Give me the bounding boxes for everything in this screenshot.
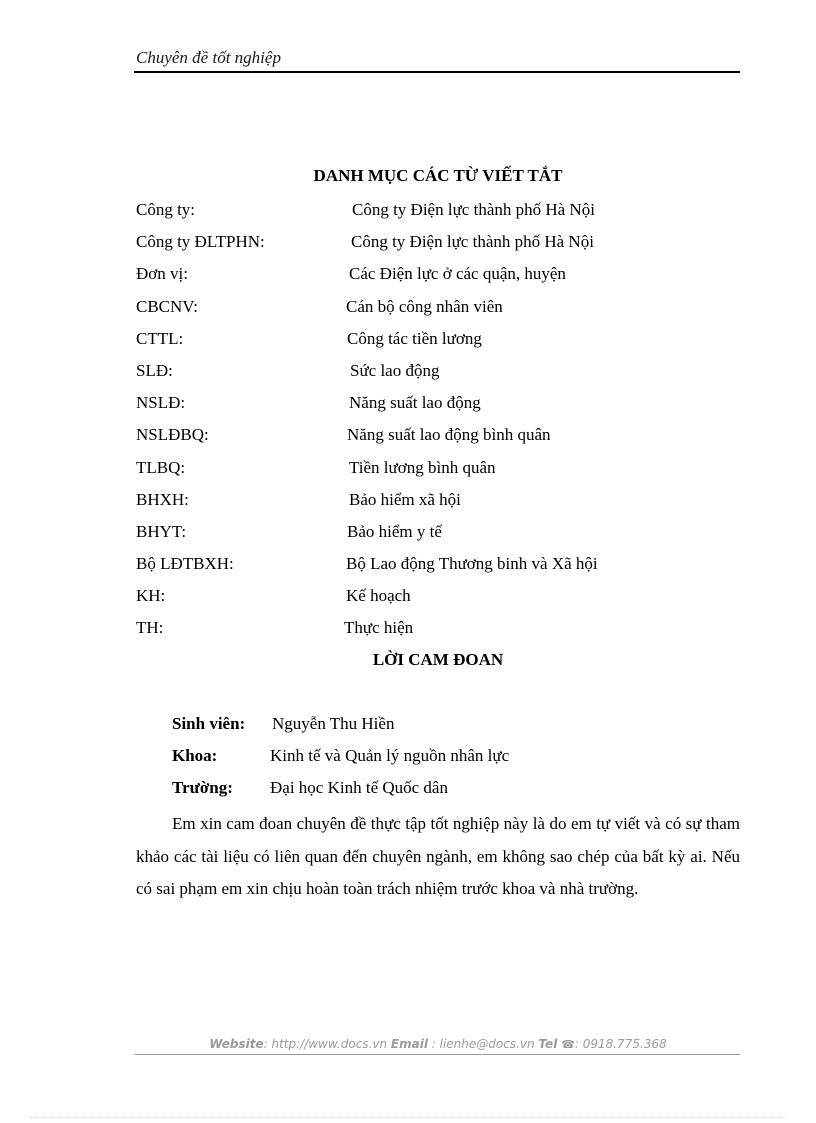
school-row: [172, 776, 740, 808]
website-label: Website: [209, 1037, 264, 1051]
abbreviation-row: [136, 488, 740, 520]
pledge-paragraph: Em xin cam đoan chuyên đề thực tập tốt nghiệp này là do em tự viết và có sự tham khảo các tài liệu có liên quan đến chuyên ngành, em không sao chép của bất kỳ ai. Nếu có sai phạm em xin chịu hoàn toàn trách nhiệm trước khoa và nhà trường.: [136, 814, 740, 898]
abbreviation-meaning: Công ty Điện lực thành phố Hà Nội: [352, 200, 595, 219]
abbreviation-meaning: Bảo hiểm xã hội: [349, 489, 461, 509]
abbreviation-term: Công ty:: [136, 200, 196, 219]
abbreviation-list: [136, 198, 740, 649]
tel-label: Tel: [538, 1037, 558, 1051]
abbreviation-meaning: Năng suất lao động: [349, 393, 481, 413]
abbreviation-row: [136, 295, 740, 327]
abbreviation-meaning: Tiền lương bình quân: [349, 457, 496, 477]
abbreviation-term: CBCNV:: [136, 296, 199, 316]
school-label: Trường:: [172, 778, 233, 797]
website-link[interactable]: : http://www.docs.vn: [263, 1037, 388, 1051]
abbreviation-meaning: Bảo hiểm y tế: [347, 521, 442, 541]
page-footer: [136, 1037, 740, 1051]
abbreviation-term: NSLĐ:: [136, 393, 186, 413]
footer-divider: [134, 1054, 740, 1055]
faculty-label: Khoa:: [172, 746, 218, 765]
abbreviation-term: SLĐ:: [136, 360, 173, 380]
abbreviation-row: [136, 616, 740, 648]
abbreviation-row: [136, 391, 740, 423]
student-label: Sinh viên:: [172, 714, 246, 733]
phone-icon: ☎: [561, 1038, 575, 1051]
abbreviation-row: [136, 327, 740, 359]
faculty-row: [172, 744, 740, 776]
faculty-name: Kinh tế và Quản lý nguồn nhân lực: [270, 746, 510, 765]
abbreviation-term: Đơn vị:: [136, 264, 188, 284]
abbreviation-term: TH:: [136, 618, 164, 638]
abbreviation-meaning: Các Điện lực ở các quận, huyện: [349, 264, 566, 284]
abbreviation-term: Bộ LĐTBXH:: [136, 554, 234, 574]
student-info: [172, 712, 740, 808]
abbreviation-term: KH:: [136, 586, 166, 606]
abbreviation-meaning: Kế hoạch: [346, 586, 411, 606]
header-divider: [134, 71, 740, 73]
student-name: Nguyễn Thu Hiền: [272, 714, 395, 733]
abbreviation-term: TLBQ:: [136, 457, 186, 477]
abbreviation-row: [136, 552, 740, 584]
abbreviation-row: [136, 456, 740, 488]
abbreviation-meaning: Năng suất lao động bình quân: [347, 425, 551, 445]
abbreviation-row: [136, 262, 740, 294]
abbreviation-term: BHXH:: [136, 489, 189, 509]
abbreviation-meaning: Sức lao động: [350, 360, 440, 380]
abbreviation-row: [136, 584, 740, 616]
school-name: Đại học Kinh tế Quốc dân: [270, 778, 448, 797]
abbreviation-meaning: Cán bộ công nhân viên: [346, 296, 503, 316]
email-label: Email: [390, 1037, 428, 1051]
abbreviation-row: [136, 423, 740, 455]
pledge-heading: LỜI CAM ĐOAN: [372, 650, 504, 669]
abbreviation-meaning: Thực hiện: [344, 618, 414, 638]
abbreviations-heading: DANH MỤC CÁC TỪ VIẾT TẮT: [313, 166, 563, 185]
abbreviation-row: [136, 230, 740, 262]
abbreviation-row: [136, 520, 740, 552]
tel-value: : 0918.775.368: [574, 1037, 667, 1051]
abbreviation-row: [136, 198, 740, 230]
abbreviation-term: BHYT:: [136, 521, 187, 541]
abbreviation-term: CTTL:: [136, 328, 184, 348]
abbreviation-meaning: Công ty Điện lực thành phố Hà Nội: [351, 232, 594, 252]
abbreviation-row: [136, 359, 740, 391]
page-bottom-edge: [30, 1117, 786, 1118]
student-row: [172, 712, 740, 744]
email-link[interactable]: : lienhe@docs.vn: [427, 1037, 535, 1051]
abbreviation-term: NSLĐBQ:: [136, 425, 209, 445]
running-header-title: Chuyên đề tốt nghiệp: [136, 48, 281, 67]
abbreviation-meaning: Bộ Lao động Thương binh và Xã hội: [346, 554, 598, 574]
abbreviation-term: Công ty ĐLTPHN:: [136, 232, 265, 252]
abbreviation-meaning: Công tác tiền lương: [347, 328, 482, 348]
